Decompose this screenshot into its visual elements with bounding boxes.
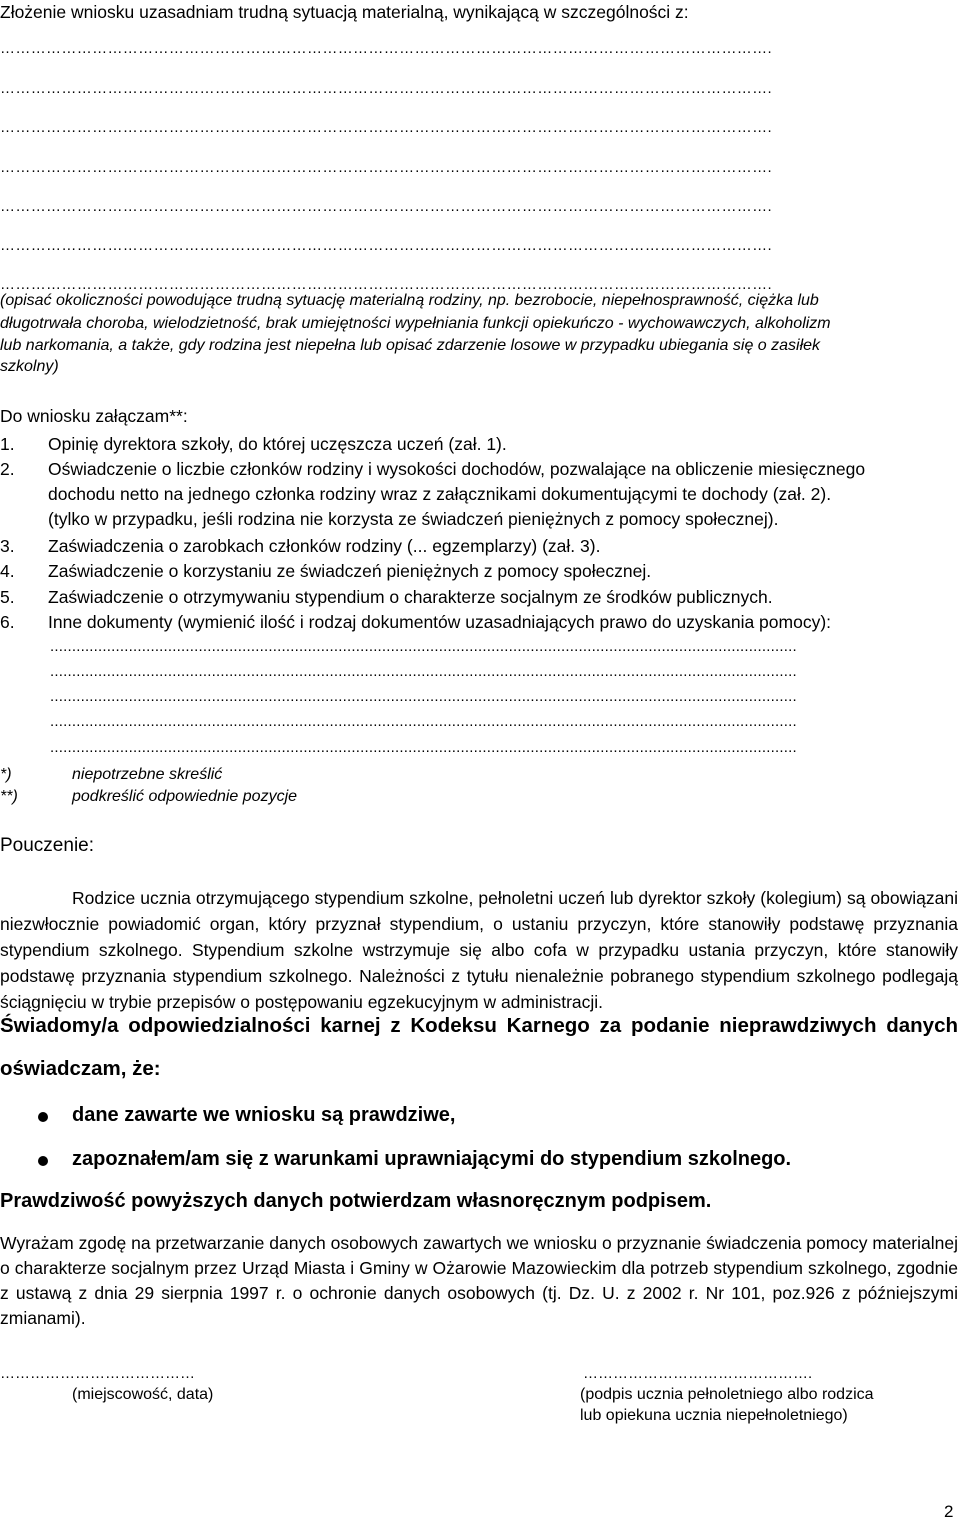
section-heading: Złożenie wniosku uzasadniam trudną sytuacją materialną, wynikającą w szczególności z: [0,2,689,22]
dotted-fill-line[interactable]: ........................................................................................................................................................................... [50,688,797,705]
footnote-mark: *) [0,766,12,783]
footnote-text: niepotrzebne skreślić [72,766,223,783]
confirmation-statement: Prawdziwość powyższych danych potwierdzam własnoręcznym podpisem. [0,1190,712,1212]
dotted-fill-line[interactable]: ……………………………………………………………………………………………………………………………………. [0,80,773,97]
signature-label: lub opiekuna ucznia niepełnoletniego) [580,1407,848,1424]
declaration-line: Świadomy/a odpowiedzialności karnej z Kodeksu Karnego za podanie nieprawdziwych danych [0,1014,958,1037]
attachment-text: dochodu netto na jednego członka rodziny wraz z załącznikami dokumentującymi te dochody (zał. 2). [48,484,832,504]
attachment-item [0,434,960,456]
attachment-item [0,536,960,558]
declaration-line: oświadczam, że: [0,1057,161,1080]
attachment-number: 4. [0,561,15,581]
attachment-item [0,459,960,481]
signature-field[interactable]: ………………………………………. [583,1365,813,1382]
dotted-fill-line[interactable]: ........................................................................................................................................................................... [50,713,797,730]
instruction-heading: Pouczenie: [0,835,95,856]
attachment-number: 2. [0,459,15,479]
attachment-number: 6. [0,612,15,632]
attachment-number: 5. [0,587,15,607]
page-number: 2 [944,1502,954,1521]
declaration-bullet-text: dane zawarte we wniosku są prawdziwe, [72,1104,456,1126]
dotted-fill-line[interactable]: ........................................................................................................................................................................... [50,638,797,655]
attachment-text: Zaświadczenie o otrzymywaniu stypendium o charakterze socjalnym ze środków publicznych. [48,587,773,607]
declaration-bullet-text: zapoznałem/am się z warunkami uprawniającymi do stypendium szkolnego. [72,1148,792,1170]
attachment-text: Zaświadczenia o zarobkach członków rodziny (... egzemplarzy) (zał. 3). [48,536,601,556]
attachment-item [0,587,960,609]
instruction-paragraph: Rodzice ucznia otrzymującego stypendium szkolne, pełnoletni uczeń lub dyrektor szkoły (kolegium) są obowiązani niezwłocznie powiadomić organ, który przyznał stypendium, o ustaniu przyczyn, które stanowiły podstawę przyznania stypendium szkolnego. Stypendium szkolne wstrzymuje się albo cofa w przypadku ustania przyczyn, które stanowiły podstawę przyznania stypendium szkolnego. Należności z tytułu nienależnie pobranego stypendium szkolnego podlegają ściągnięciu w trybie przepisów o postępowaniu egzekucyjnym w administracji. [0,888,958,1012]
attachment-text: Inne dokumenty (wymienić ilość i rodzaj dokumentów uzasadniających prawo do uzyskania pomocy): [48,612,832,632]
dotted-fill-line[interactable]: ……………………………………………………………………………………………………………………………………. [0,198,773,215]
reason-hint-line: lub narkomania, a także, gdy rodzina jest niepełna lub opisać zdarzenie losowe w przypadku ubiegania się o zasiłek [0,337,821,354]
attachment-item [0,561,960,583]
footnote-mark: **) [0,788,18,805]
reason-hint-line: (opisać okoliczności powodujące trudną sytuację materialną rodziny, np. bezrobocie, niepełnosprawność, ciężka lub [0,292,819,309]
bullet-icon [38,1112,48,1122]
signature-date-label: (miejscowość, data) [72,1386,214,1403]
dotted-fill-line[interactable]: ........................................................................................................................................................................... [50,739,797,756]
dotted-fill-line[interactable]: ……………………………………………………………………………………………………………………………………. [0,119,773,136]
bullet-icon [38,1156,48,1166]
dotted-fill-line[interactable]: ……………………………………………………………………………………………………………………………………. [0,237,773,254]
dotted-fill-line[interactable]: ……………………………………………………………………………………………………………………………………. [0,276,773,293]
attachments-heading: Do wniosku załączam**: [0,406,188,426]
dotted-fill-line[interactable]: ……………………………………………………………………………………………………………………………………. [0,159,773,176]
footnote-text: podkreślić odpowiednie pozycje [72,788,298,805]
reason-hint-line: szkolny) [0,358,59,375]
attachment-item [0,612,960,634]
attachment-text: Oświadczenie o liczbie członków rodziny i wysokości dochodów, pozwalające na obliczenie miesięcznego [48,459,866,479]
dotted-fill-line[interactable]: ……………………………………………………………………………………………………………………………………. [0,40,773,57]
attachment-text-italic: (tylko w przypadku, jeśli rodzina nie korzysta ze świadczeń pieniężnych z pomocy społecznej). [48,509,779,529]
attachment-text: Opinię dyrektora szkoły, do której uczęszcza uczeń (zał. 1). [48,434,507,454]
reason-hint-line: długotrwała choroba, wielodzietność, brak umiejętności wypełniania funkcji opiekuńczo - wychowawczych, alkoholizm [0,315,831,332]
signature-date-field[interactable]: ………………………………… [0,1365,195,1382]
attachment-number: 1. [0,434,15,454]
attachment-number: 3. [0,536,15,556]
dotted-fill-line[interactable]: ........................................................................................................................................................................... [50,663,797,680]
attachment-text: Zaświadczenie o korzystaniu ze świadczeń pieniężnych z pomocy społecznej. [48,561,652,581]
signature-label: (podpis ucznia pełnoletniego albo rodzica [580,1386,874,1403]
consent-paragraph: Wyrażam zgodę na przetwarzanie danych osobowych zawartych we wniosku o przyznanie świadczenia pomocy materialnej o charakterze socjalnym przez Urząd Miasta i Gminy w Ożarowie Mazowieckim dla potrzeb stypendium szkolnego, zgodnie z ustawą z dnia 29 sierpnia 1997 r. o ochronie danych osobowych (tj. Dz. U. z 2002 r. Nr 101, poz.926 z późniejszymi zmianami). [0,1233,958,1328]
